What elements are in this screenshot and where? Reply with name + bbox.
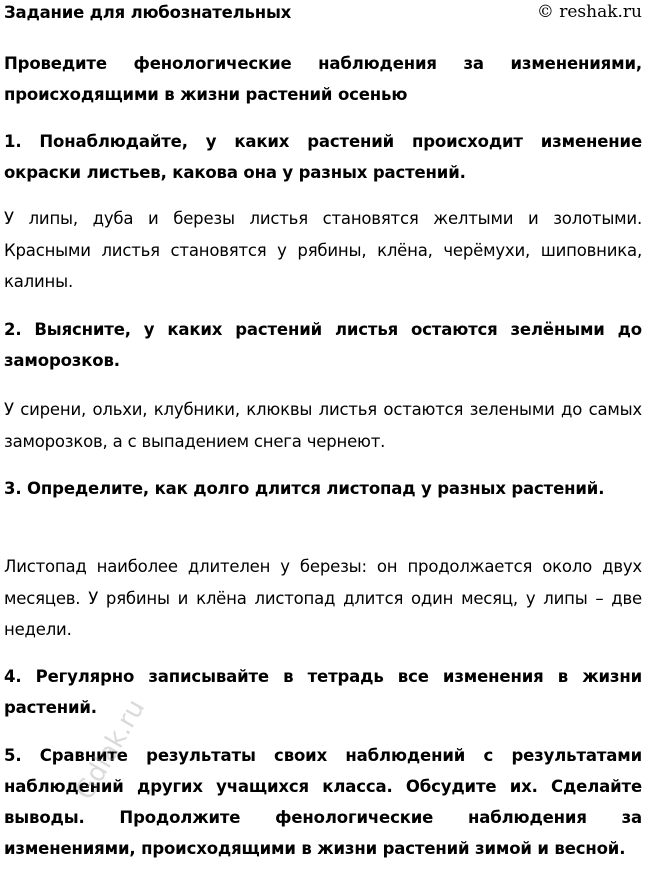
intro-heading: Проведите фенологические наблюдения за изменениями, происходящими в жизни растений осенью xyxy=(4,54,642,104)
question-3: 3. Определите, как долго длится листопад у разных растений. xyxy=(4,479,605,498)
question-4: 4. Регулярно записывайте в тетрадь все изменения в жизни растений. xyxy=(4,667,642,717)
answer-2: У сирени, ольхи, клубники, клюквы листья остаются зелеными до самых заморозков, а с выпадением снега чернеют. xyxy=(4,400,642,451)
answer-3: Листопад наиболее длителен у березы: он продолжается около двух месяцев. У рябины и клёна листопад длится один месяц, у липы – две недели. xyxy=(4,557,642,639)
answer-1: У липы, дуба и березы листья становятся желтыми и золотыми. Красными листья становятся у рябины, клёна, черёмухи, шиповника, калины. xyxy=(4,209,642,291)
copyright-notice: © reshak.ru xyxy=(536,2,642,22)
header-title: Задание для любознательных xyxy=(4,3,292,22)
question-5: 5. Сравните результаты своих наблюдений с результатами наблюдений других учащихся класса. Обсудите их. Сделайте выводы. Продолжите фенологические наблюдения за изменениями, происходящими в жизни растений зимой и весной. xyxy=(4,746,642,858)
watermark: Gdlak.ru xyxy=(70,694,152,805)
question-1: 1. Понаблюдайте, у каких растений происходит изменение окраски листьев, какова она у разных растений. xyxy=(4,132,642,182)
question-2: 2. Выясните, у каких растений листья остаются зелёными до заморозков. xyxy=(4,320,642,370)
